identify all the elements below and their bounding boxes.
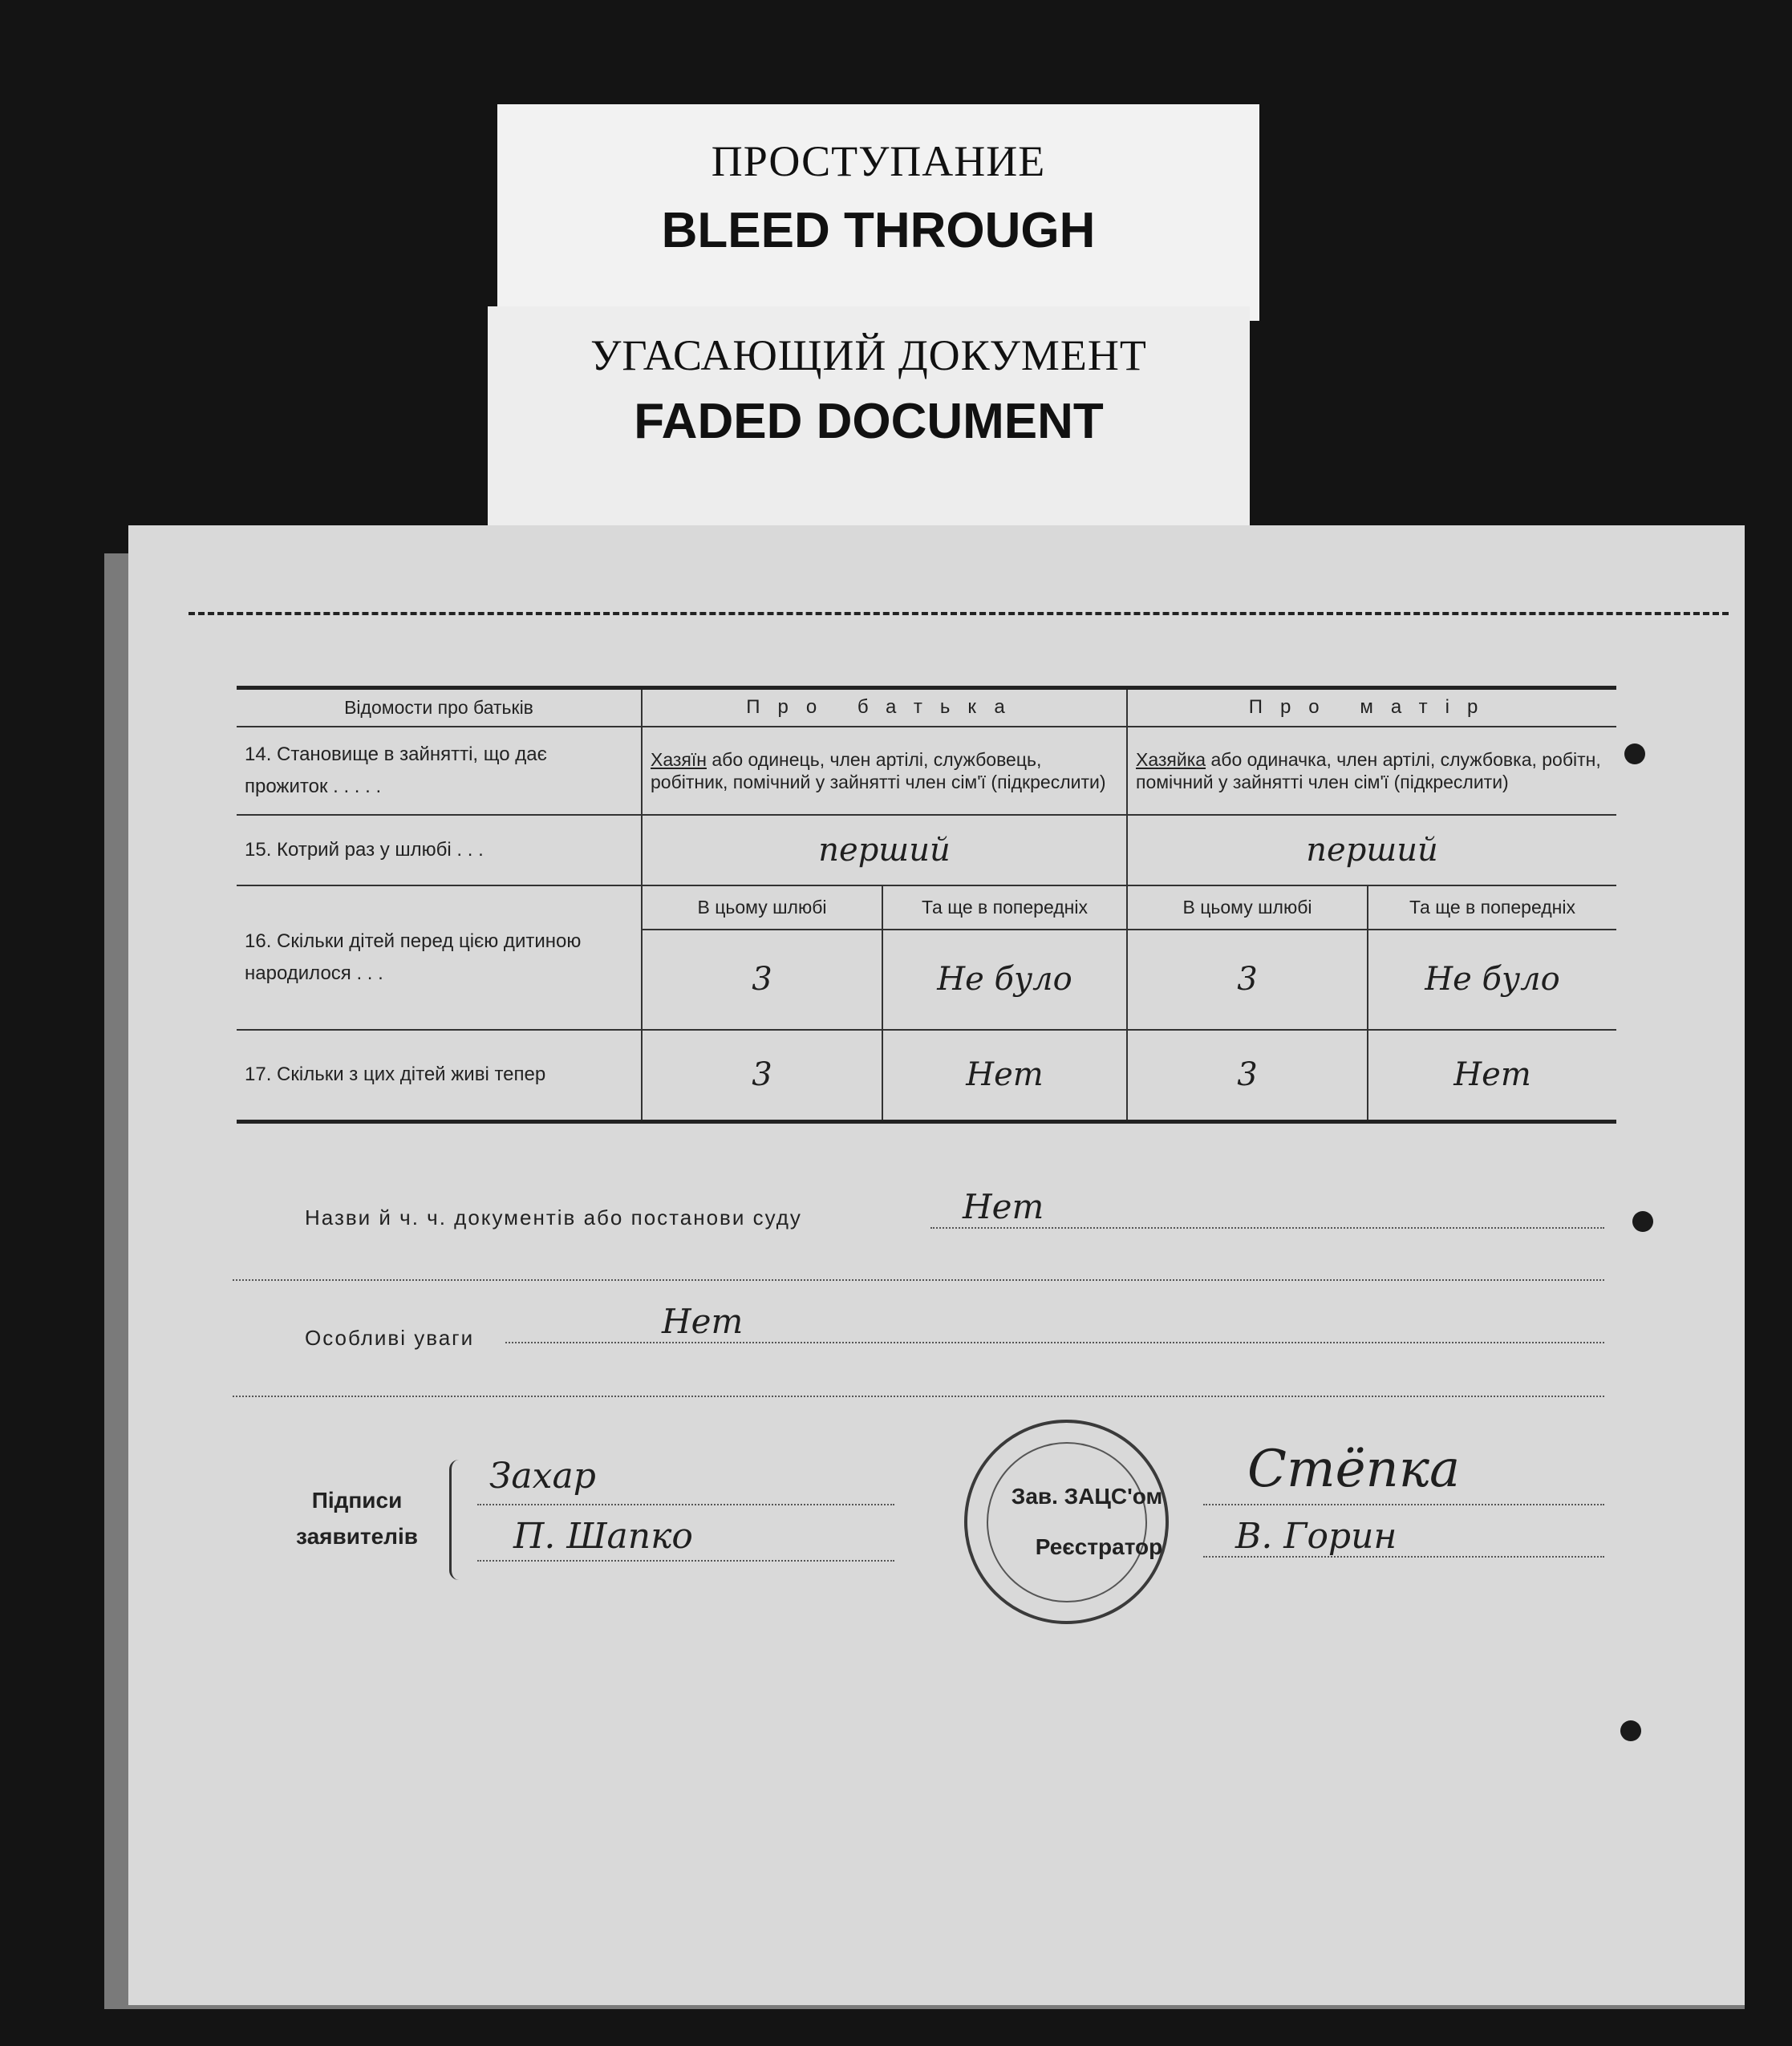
mother-children-born-prev: Не було: [1368, 930, 1616, 1030]
notes-value: Нет: [662, 1302, 744, 1341]
header-father: Про батька: [642, 688, 1127, 727]
faded-document-card: [488, 306, 1250, 539]
faded-document-en: FADED DOCUMENT: [634, 394, 1104, 449]
applicants-label-1: Підписи: [311, 1488, 403, 1513]
question-14: 14. Становище в зайнятті, що дає прожиток . . . . .: [237, 727, 642, 815]
documents-line: [930, 1227, 1604, 1229]
father-occupation-underlined: Хазяїн: [651, 748, 707, 770]
question-15: 15. Котрий раз у шлюбі . . .: [237, 815, 642, 885]
mother-marriage-count: перший: [1127, 815, 1616, 885]
father-occupation: [642, 727, 1127, 815]
subheader-mother-previous: Та ще в попередніх: [1368, 885, 1616, 930]
binding-hole: [1620, 1720, 1641, 1741]
documents-label: Назви й ч. ч. документів або постанови суду: [305, 1205, 802, 1230]
faded-document-ru: УГАСАЮЩИЙ ДОКУМЕНТ: [590, 331, 1147, 379]
official-stamp: [964, 1420, 1169, 1624]
applicant-1-line: [477, 1504, 894, 1505]
father-children-alive-prev: Нет: [882, 1030, 1127, 1122]
father-children-alive-this: 3: [642, 1030, 882, 1122]
registrar-signature: В. Горин: [1235, 1516, 1397, 1557]
head-signature: Стёпка: [1247, 1440, 1461, 1499]
applicants-brace: [449, 1460, 468, 1580]
notes-line-2: [233, 1396, 1604, 1397]
bleed-through-ru: ПРОСТУПАНИЕ: [711, 137, 1046, 185]
applicants-label-2: заявителів: [296, 1524, 418, 1549]
mother-children-alive-this: 3: [1127, 1030, 1368, 1122]
mother-occupation-text: або одиначка, член артілі, службовка, робітн, помічний у зайнятті член сім'ї (підкреслити): [1136, 748, 1601, 792]
bleed-through-en: BLEED THROUGH: [661, 203, 1096, 258]
documents-line-2: [233, 1279, 1604, 1281]
header-parents-info: Відомости про батьків: [237, 688, 642, 727]
subheader-mother-this: В цьому шлюбі: [1127, 885, 1368, 930]
header-mother: Про матір: [1127, 688, 1616, 727]
head-label: Зав. ЗАЦС'ом: [1011, 1484, 1163, 1509]
applicant-2-signature: П. Шапко: [513, 1516, 693, 1557]
mother-occupation-underlined: Хазяйка: [1136, 748, 1206, 770]
father-children-born-this: 3: [642, 930, 882, 1030]
subheader-father-previous: Та ще в попередніх: [882, 885, 1127, 930]
documents-value: Нет: [963, 1187, 1044, 1226]
father-marriage-count: перший: [642, 815, 1127, 885]
parents-info-table: [237, 686, 1616, 1124]
applicant-2-line: [477, 1560, 894, 1562]
registrar-label: Реєстратор: [1035, 1534, 1163, 1559]
subheader-father-this: В цьому шлюбі: [642, 885, 882, 930]
bleed-through-card: [497, 104, 1259, 321]
binding-hole: [1632, 1211, 1653, 1232]
question-17: 17. Скільки з цих дітей живі тепер: [237, 1030, 642, 1122]
mother-children-alive-prev: Нет: [1368, 1030, 1616, 1122]
question-16: 16. Скільки дітей перед цією дитиною народилося . . .: [237, 885, 642, 1030]
document-page: [128, 525, 1745, 2005]
notes-label: Особливі уваги: [305, 1326, 475, 1350]
head-line: [1203, 1504, 1604, 1505]
applicant-1-signature: Захар: [489, 1456, 596, 1497]
official-stamp-inner: [987, 1442, 1147, 1602]
binding-hole: [1624, 743, 1645, 764]
notes-line: [505, 1342, 1604, 1343]
mother-children-born-this: 3: [1127, 930, 1368, 1030]
father-occupation-text: або одинець, член артілі, службовець, робітник, помічний у зайнятті член сім'ї (підкреслити): [651, 748, 1106, 792]
mother-occupation: [1127, 727, 1616, 815]
father-children-born-prev: Не було: [882, 930, 1127, 1030]
perforation-line: [189, 612, 1729, 615]
